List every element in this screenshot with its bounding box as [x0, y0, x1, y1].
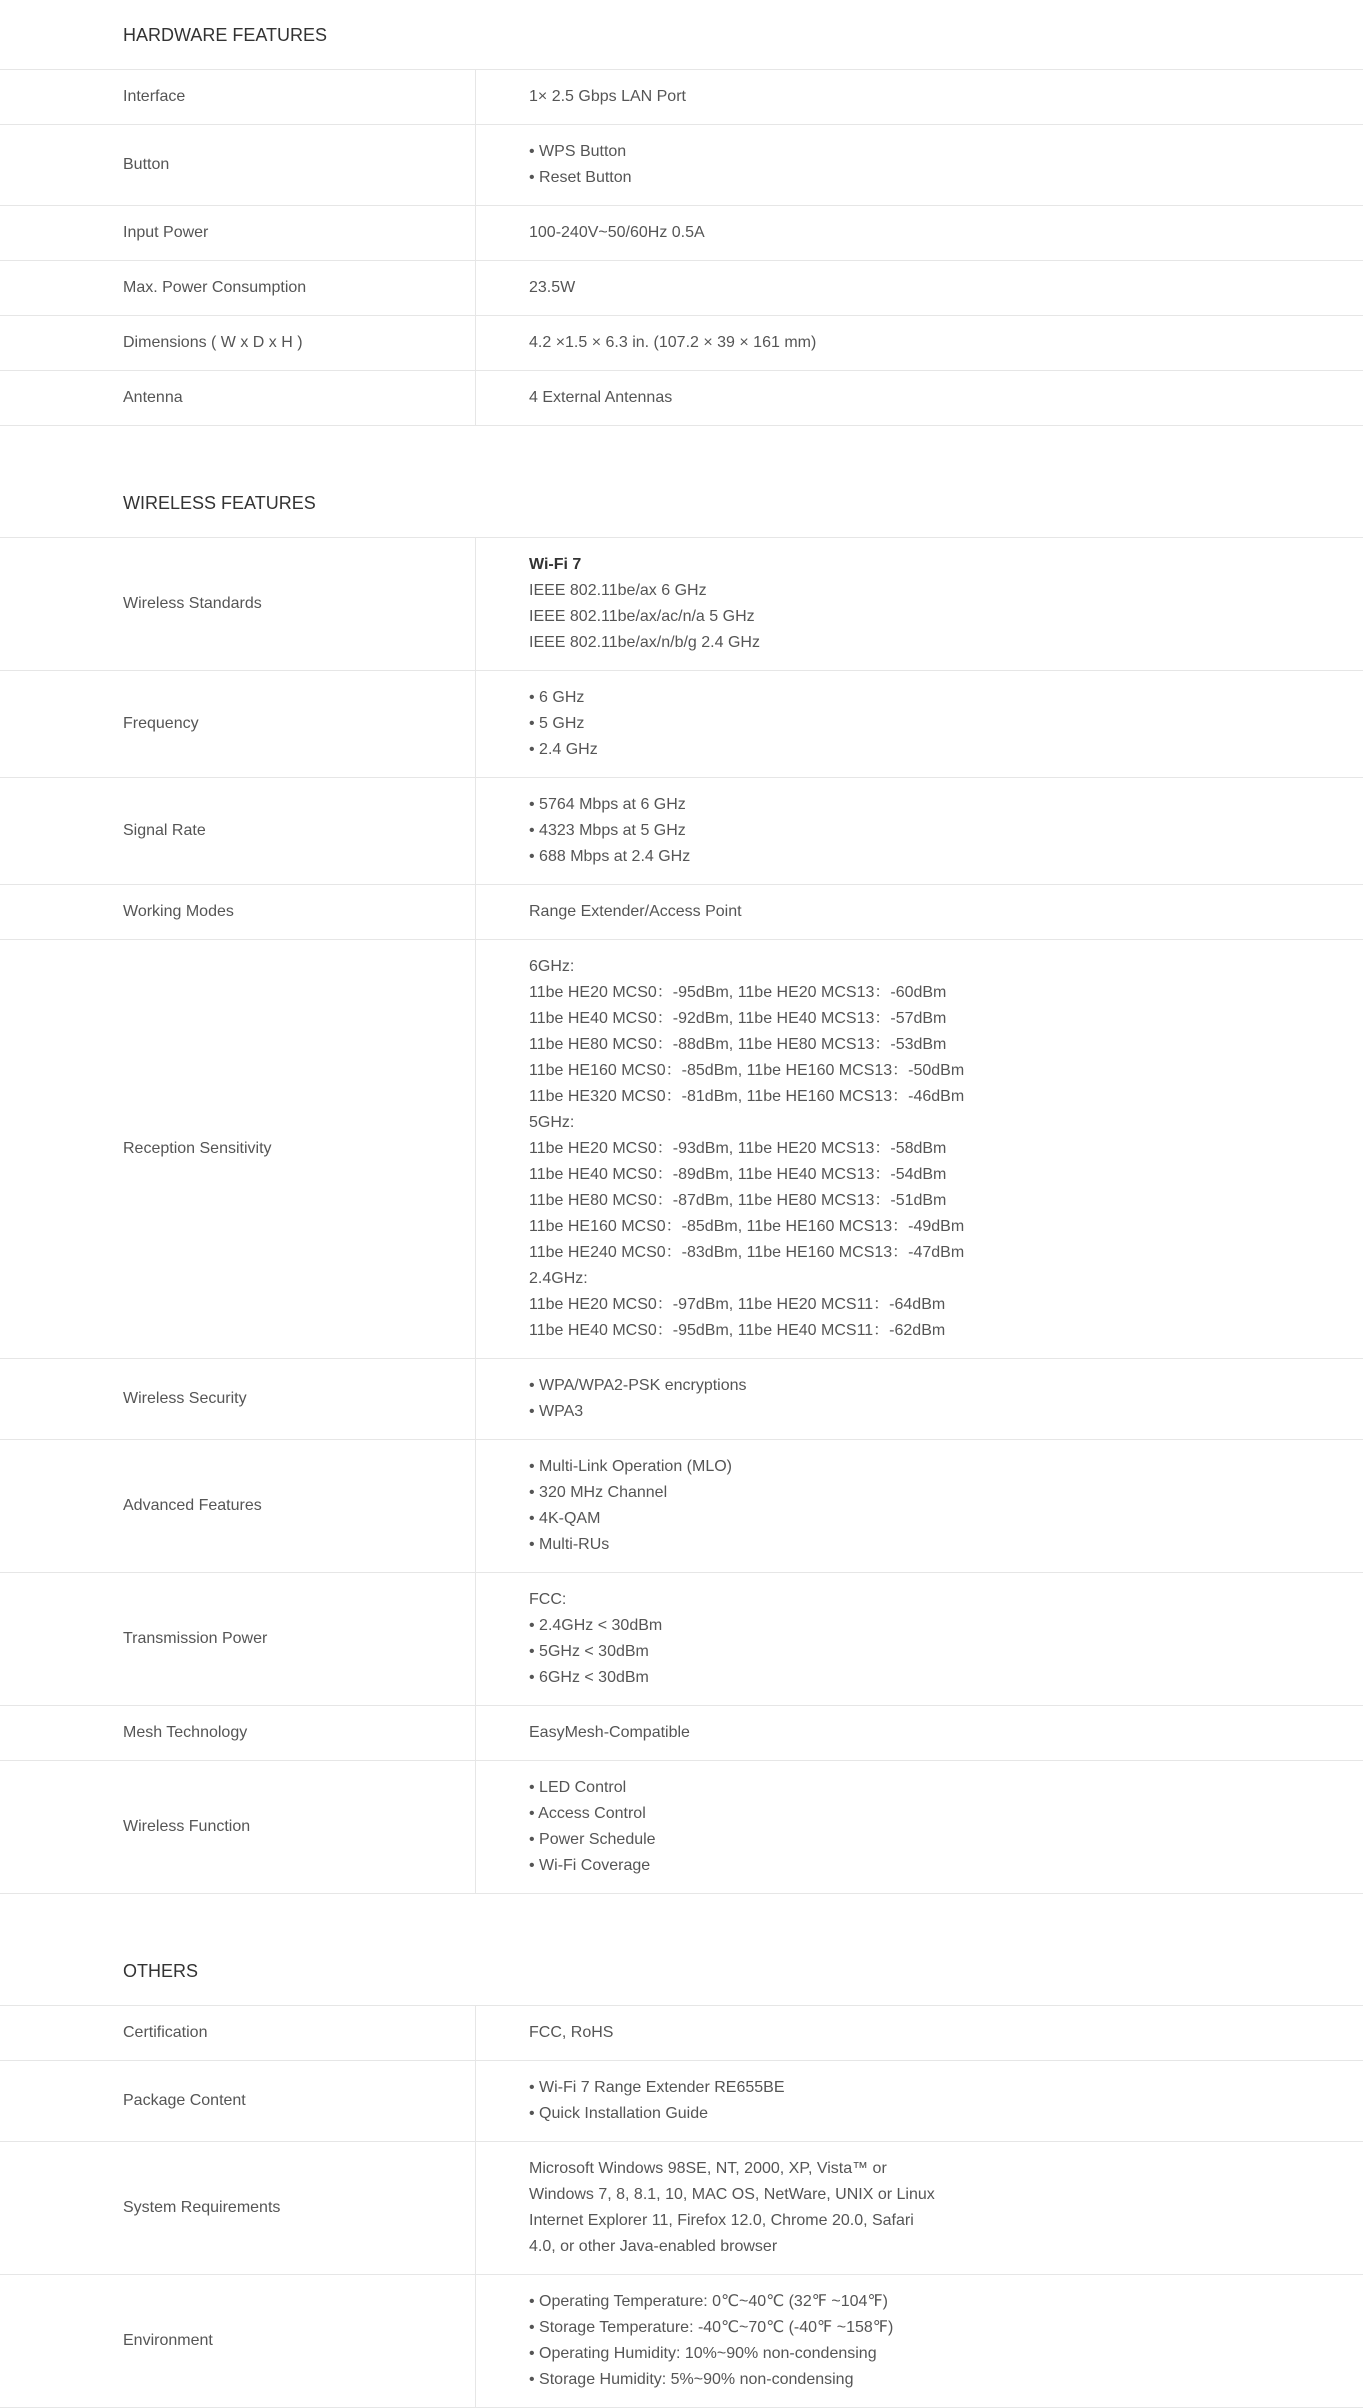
spec-value-line: • 5764 Mbps at 6 GHz [529, 796, 686, 813]
spec-value [476, 125, 1363, 205]
spec-value-line: • Storage Humidity: 5%~90% non-condensing [529, 2371, 854, 2388]
spec-row-environment [0, 2275, 1363, 2408]
spec-row-reception-sensitivity [0, 940, 1363, 1359]
spec-value-line: • 4323 Mbps at 5 GHz [529, 822, 686, 839]
spec-label: Advanced Features [0, 1440, 476, 1572]
spec-label: Max. Power Consumption [0, 261, 476, 315]
spec-row-system-requirements [0, 2142, 1363, 2275]
spec-value-line: 4.0, or other Java-enabled browser [529, 2238, 778, 2255]
spec-label: Wireless Standards [0, 538, 476, 670]
spec-label: Wireless Function [0, 1761, 476, 1893]
spec-label: Certification [0, 2006, 476, 2060]
spec-row-button [0, 125, 1363, 206]
spec-value-line: Range Extender/Access Point [529, 903, 742, 920]
spec-value-line: 11be HE20 MCS0：-93dBm, 11be HE20 MCS13：-58dBm [529, 1140, 947, 1157]
section-title: HARDWARE FEATURES [0, 0, 1363, 70]
spec-value-line: • 6GHz < 30dBm [529, 1669, 649, 1686]
spec-value-line: 4 External Antennas [529, 389, 673, 406]
spec-value-line: 1× 2.5 Gbps LAN Port [529, 88, 686, 105]
spec-label: Interface [0, 70, 476, 124]
spec-value [476, 1359, 1363, 1439]
spec-value [476, 538, 1363, 670]
spec-value-line: • Access Control [529, 1805, 646, 1822]
spec-value-line: • Operating Temperature: 0℃~40℃ (32℉ ~104℉) [529, 2293, 888, 2310]
spec-value-line: 6GHz: [529, 958, 575, 975]
spec-value [476, 1706, 1363, 1760]
spec-value-line: • Operating Humidity: 10%~90% non-condensing [529, 2345, 877, 2362]
spec-row-transmission-power [0, 1573, 1363, 1706]
spec-value [476, 261, 1363, 315]
spec-value-line: • WPS Button [529, 143, 627, 160]
spec-value-line: 4.2 ×1.5 × 6.3 in. (107.2 × 39 × 161 mm) [529, 334, 817, 351]
spec-value-line: FCC: [529, 1591, 567, 1608]
spec-value-line: 5GHz: [529, 1114, 575, 1131]
spec-value-line: IEEE 802.11be/ax/n/b/g 2.4 GHz [529, 634, 760, 651]
spec-value-line: • 688 Mbps at 2.4 GHz [529, 848, 691, 865]
spec-value-line: • LED Control [529, 1779, 627, 1796]
spec-row-antenna [0, 371, 1363, 426]
section-spacer [0, 426, 1363, 468]
spec-row-wireless-function [0, 1761, 1363, 1894]
spec-value-line: 11be HE40 MCS0：-89dBm, 11be HE40 MCS13：-54dBm [529, 1166, 947, 1183]
spec-value [476, 206, 1363, 260]
spec-value-line: 11be HE40 MCS0：-95dBm, 11be HE40 MCS11：-62dBm [529, 1322, 946, 1339]
spec-row-interface [0, 70, 1363, 125]
spec-value-line: • 4K-QAM [529, 1510, 601, 1527]
spec-value-line: • 320 MHz Channel [529, 1484, 668, 1501]
spec-row-wireless-security [0, 1359, 1363, 1440]
spec-value-line: • 5GHz < 30dBm [529, 1643, 649, 1660]
spec-value [476, 1761, 1363, 1893]
spec-value-line: 11be HE160 MCS0：-85dBm, 11be HE160 MCS13：-49dBm [529, 1218, 965, 1235]
spec-value-line: 2.4GHz: [529, 1270, 588, 1287]
spec-value [476, 2061, 1363, 2141]
spec-label: Reception Sensitivity [0, 940, 476, 1358]
spec-label: Mesh Technology [0, 1706, 476, 1760]
spec-value [476, 371, 1363, 425]
spec-row-input-power [0, 206, 1363, 261]
spec-value [476, 2142, 1363, 2274]
spec-row-dimensions-w-x-d-x-h [0, 316, 1363, 371]
spec-label: Antenna [0, 371, 476, 425]
section-title: OTHERS [0, 1936, 1363, 2006]
spec-value-line: • Storage Temperature: -40℃~70℃ (-40℉ ~158℉) [529, 2319, 894, 2336]
spec-value-line: • 5 GHz [529, 715, 585, 732]
spec-value-line: FCC, RoHS [529, 2024, 614, 2041]
spec-value [476, 70, 1363, 124]
spec-value-line: • 2.4GHz < 30dBm [529, 1617, 663, 1634]
spec-row-wireless-standards [0, 538, 1363, 671]
spec-label: Transmission Power [0, 1573, 476, 1705]
spec-value-line: 100-240V~50/60Hz 0.5A [529, 224, 705, 241]
spec-row-mesh-technology [0, 1706, 1363, 1761]
spec-value [476, 778, 1363, 884]
spec-value-line: • Wi-Fi 7 Range Extender RE655BE [529, 2079, 785, 2096]
spec-label: Input Power [0, 206, 476, 260]
spec-value-line: • WPA/WPA2-PSK encryptions [529, 1377, 747, 1394]
spec-value-line: Windows 7, 8, 8.1, 10, MAC OS, NetWare, UNIX or Linux [529, 2186, 935, 2203]
spec-label: Environment [0, 2275, 476, 2407]
spec-label: Dimensions ( W x D x H ) [0, 316, 476, 370]
spec-value-line: 11be HE20 MCS0：-97dBm, 11be HE20 MCS11：-64dBm [529, 1296, 946, 1313]
spec-value [476, 2275, 1363, 2407]
spec-value-line: Wi-Fi 7 [529, 556, 582, 573]
spec-value [476, 1573, 1363, 1705]
spec-row-certification [0, 2006, 1363, 2061]
spec-label: Signal Rate [0, 778, 476, 884]
spec-value-line: 11be HE80 MCS0：-87dBm, 11be HE80 MCS13：-51dBm [529, 1192, 947, 1209]
spec-value-line: 11be HE320 MCS0：-81dBm, 11be HE160 MCS13：-46dBm [529, 1088, 965, 1105]
spec-row-package-content [0, 2061, 1363, 2142]
spec-label: Working Modes [0, 885, 476, 939]
spec-value [476, 316, 1363, 370]
spec-value-line: • 2.4 GHz [529, 741, 598, 758]
spec-value-line: • Quick Installation Guide [529, 2105, 709, 2122]
spec-value [476, 1440, 1363, 1572]
spec-row-max-power-consumption [0, 261, 1363, 316]
spec-value [476, 885, 1363, 939]
section-spacer [0, 1894, 1363, 1936]
spec-row-frequency [0, 671, 1363, 778]
spec-value-line: • WPA3 [529, 1403, 584, 1420]
spec-value-line: • Wi-Fi Coverage [529, 1857, 651, 1874]
spec-row-advanced-features [0, 1440, 1363, 1573]
spec-label: System Requirements [0, 2142, 476, 2274]
spec-value-line: 23.5W [529, 279, 576, 296]
spec-row-working-modes [0, 885, 1363, 940]
spec-label: Package Content [0, 2061, 476, 2141]
spec-value-line: Internet Explorer 11, Firefox 12.0, Chrome 20.0, Safari [529, 2212, 914, 2229]
spec-value-line: • Multi-RUs [529, 1536, 610, 1553]
spec-value-line: • Multi-Link Operation (MLO) [529, 1458, 732, 1475]
spec-value-line: 11be HE20 MCS0：-95dBm, 11be HE20 MCS13：-60dBm [529, 984, 947, 1001]
spec-value-line: 11be HE240 MCS0：-83dBm, 11be HE160 MCS13：-47dBm [529, 1244, 965, 1261]
spec-label: Wireless Security [0, 1359, 476, 1439]
spec-value-line: 11be HE160 MCS0：-85dBm, 11be HE160 MCS13：-50dBm [529, 1062, 965, 1079]
spec-value-line: • Power Schedule [529, 1831, 656, 1848]
spec-value [476, 671, 1363, 777]
spec-value [476, 2006, 1363, 2060]
spec-label: Frequency [0, 671, 476, 777]
spec-value-line: IEEE 802.11be/ax 6 GHz [529, 582, 707, 599]
spec-value-line: • 6 GHz [529, 689, 585, 706]
spec-row-signal-rate [0, 778, 1363, 885]
spec-value-line: 11be HE40 MCS0：-92dBm, 11be HE40 MCS13：-57dBm [529, 1010, 947, 1027]
spec-value-line: 11be HE80 MCS0：-88dBm, 11be HE80 MCS13：-53dBm [529, 1036, 947, 1053]
section-title: WIRELESS FEATURES [0, 468, 1363, 538]
spec-value-line: IEEE 802.11be/ax/ac/n/a 5 GHz [529, 608, 755, 625]
spec-value-line: EasyMesh-Compatible [529, 1724, 690, 1741]
spec-value [476, 940, 1363, 1358]
spec-value-line: Microsoft Windows 98SE, NT, 2000, XP, Vista™ or [529, 2160, 887, 2177]
spec-label: Button [0, 125, 476, 205]
spec-value-line: • Reset Button [529, 169, 632, 186]
